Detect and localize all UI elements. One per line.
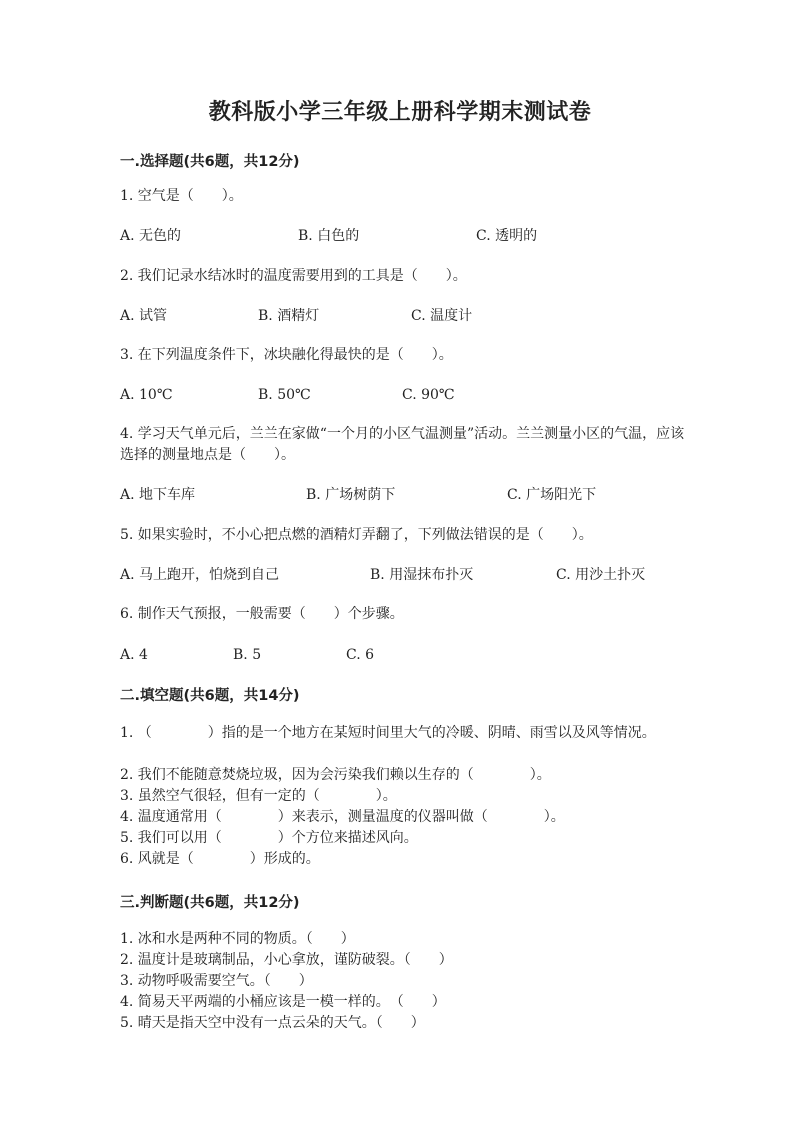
option-a: A. 马上跑开，怕烧到自己 bbox=[120, 567, 280, 583]
judge-question: 2. 温度计是玻璃制品，小心拿放，谨防破裂。（ ） bbox=[120, 952, 453, 968]
section-heading-fill: 二.填空题(共6题，共14分) bbox=[120, 688, 300, 704]
judge-question: 3. 动物呼吸需要空气。（ ） bbox=[120, 973, 313, 989]
option-a: A. 10℃ bbox=[120, 387, 173, 403]
section-heading-choice: 一.选择题(共6题，共12分) bbox=[120, 154, 300, 170]
fill-question: 6. 风就是（ ）形成的。 bbox=[120, 851, 320, 867]
option-c: C. 透明的 bbox=[476, 228, 538, 244]
section-heading-judge: 三.判断题(共6题，共12分) bbox=[120, 895, 300, 911]
fill-question: 3. 虽然空气很轻，但有一定的（ ）。 bbox=[120, 788, 397, 804]
option-a: A. 无色的 bbox=[120, 228, 182, 244]
question-text: 6. 制作天气预报，一般需要（ ）个步骤。 bbox=[120, 606, 404, 622]
judge-question: 5. 晴天是指天空中没有一点云朵的天气。（ ） bbox=[120, 1015, 425, 1031]
option-b: B. 白色的 bbox=[298, 228, 360, 244]
option-b: B. 5 bbox=[233, 647, 262, 663]
option-a: A. 地下车库 bbox=[120, 487, 196, 503]
fill-question: 1. （ ）指的是一个地方在某短时间里大气的冷暖、阴晴、雨雪以及风等情况。 bbox=[120, 725, 656, 741]
fill-question: 2. 我们不能随意焚烧垃圾，因为会污染我们赖以生存的（ ）。 bbox=[120, 767, 551, 783]
option-c: C. 90℃ bbox=[402, 387, 455, 403]
option-c: C. 6 bbox=[346, 647, 375, 663]
option-c: C. 用沙土扑灭 bbox=[556, 567, 646, 583]
option-b: B. 50℃ bbox=[258, 387, 311, 403]
question-text: 4. 学习天气单元后，兰兰在家做“一个月的小区气温测量”活动。兰兰测量小区的气温，应该选择的测量地点是（ ）。 bbox=[120, 426, 685, 463]
option-c: C. 温度计 bbox=[411, 308, 473, 324]
option-b: B. 用湿抹布扑灭 bbox=[370, 567, 474, 583]
judge-question: 4. 简易天平两端的小桶应该是一模一样的。 （ ） bbox=[120, 994, 446, 1010]
option-a: A. 4 bbox=[120, 647, 148, 663]
question-text: 2. 我们记录水结冰时的温度需要用到的工具是（ ）。 bbox=[120, 268, 467, 284]
fill-question: 4. 温度通常用（ ）来表示，测量温度的仪器叫做（ ）。 bbox=[120, 809, 565, 825]
question-text: 1. 空气是（ ）。 bbox=[120, 188, 243, 204]
option-b: B. 广场树荫下 bbox=[306, 487, 396, 503]
exam-title: 教科版小学三年级上册科学期末测试卷 bbox=[208, 100, 592, 125]
option-c: C. 广场阳光下 bbox=[507, 487, 597, 503]
question-text: 5. 如果实验时，不小心把点燃的酒精灯弄翻了，下列做法错误的是（ ）。 bbox=[120, 527, 593, 543]
question-text: 3. 在下列温度条件下，冰块融化得最快的是（ ）。 bbox=[120, 347, 453, 363]
option-b: B. 酒精灯 bbox=[258, 308, 320, 324]
judge-question: 1. 冰和水是两种不同的物质。（ ） bbox=[120, 931, 355, 947]
option-a: A. 试管 bbox=[120, 308, 168, 324]
fill-question: 5. 我们可以用（ ）个方位来描述风向。 bbox=[120, 830, 418, 846]
